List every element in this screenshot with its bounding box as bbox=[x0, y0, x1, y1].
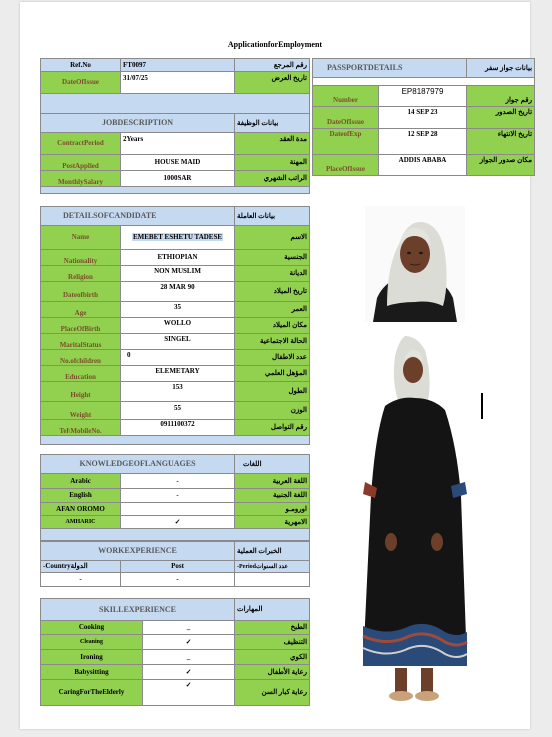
religion-label: Religion bbox=[41, 266, 121, 282]
table-row bbox=[41, 573, 310, 587]
afan-oromo-ar: اورومـو bbox=[235, 503, 310, 516]
children-ar: عدد الاطفال bbox=[235, 350, 310, 366]
cleaning-label: Cleaning bbox=[41, 635, 143, 650]
work-post-value: - bbox=[121, 573, 235, 587]
phone-value: 0911100372 bbox=[121, 420, 235, 436]
col-post: Post bbox=[121, 561, 235, 573]
elderly-care-label: CaringForTheElderly bbox=[41, 680, 143, 706]
candidate-table bbox=[40, 206, 310, 445]
ref-no-ar: رقم المرجع bbox=[235, 59, 310, 72]
table-row bbox=[41, 665, 310, 680]
portrait-illustration bbox=[365, 206, 465, 322]
table-row bbox=[41, 350, 310, 366]
religion-value: NON MUSLIM bbox=[121, 266, 235, 282]
passport-header-ar: بيانات جواز سفر bbox=[467, 59, 535, 78]
english-ar: اللغة الجنبية bbox=[235, 489, 310, 503]
ref-no-value: FT0097 bbox=[121, 59, 235, 72]
languages-header bbox=[41, 455, 235, 474]
table-row bbox=[41, 599, 310, 621]
table-row bbox=[41, 171, 310, 187]
table-row bbox=[313, 59, 535, 78]
dob-ar: تاريخ الميلاد bbox=[235, 282, 310, 302]
languages-header-ar: اللغات bbox=[235, 455, 310, 474]
table-row bbox=[41, 59, 310, 72]
date-of-issue-ar: تاريخ العرض bbox=[235, 72, 310, 94]
table-row bbox=[41, 382, 310, 402]
spacer-row bbox=[41, 436, 310, 445]
education-label: Education bbox=[41, 366, 121, 382]
form-title: ApplicationforEmployment bbox=[227, 40, 323, 49]
table-row bbox=[41, 366, 310, 382]
arabic-label: Arabic bbox=[41, 474, 121, 489]
name-value bbox=[121, 226, 235, 250]
height-label: Height bbox=[41, 382, 121, 402]
education-value: ELEMETARY bbox=[121, 366, 235, 382]
job-header-en: JOBDESCRIPTION bbox=[101, 118, 174, 127]
children-value: 0 bbox=[121, 350, 235, 366]
passport-issue-ar: تاريخ الصدور bbox=[467, 107, 535, 129]
arabic-value: - bbox=[121, 474, 235, 489]
ref-no-label: Ref.No bbox=[41, 59, 121, 72]
photo-edge-mark bbox=[481, 393, 483, 419]
candidate-header-ar: بيانات العاملة bbox=[235, 207, 310, 226]
work-country-value: - bbox=[41, 573, 121, 587]
skills-table bbox=[40, 598, 310, 706]
babysitting-value: ✓ bbox=[143, 665, 235, 680]
date-of-issue-label: DateOfIssue bbox=[41, 72, 121, 94]
height-value: 153 bbox=[121, 382, 235, 402]
afan-oromo-label: AFAN OROMO bbox=[41, 503, 121, 516]
weight-ar: الوزن bbox=[235, 402, 310, 420]
job-header-ar: بيانات الوظيفة bbox=[235, 114, 310, 133]
table-row bbox=[41, 226, 310, 250]
table-row bbox=[313, 155, 535, 176]
table-row bbox=[41, 266, 310, 282]
passport-header-en: PASSPORTDETAILS bbox=[327, 63, 403, 72]
elderly-care-value: ✓ bbox=[143, 680, 235, 706]
table-row bbox=[41, 561, 310, 573]
phone-label: Tel\MobileNo. bbox=[41, 420, 121, 436]
cooking-value: _ bbox=[143, 621, 235, 635]
passport-exp-ar: تاريخ الانتهاء bbox=[467, 129, 535, 155]
monthly-salary-label: MonthlySalary bbox=[41, 171, 121, 187]
candidate-header bbox=[41, 207, 235, 226]
babysitting-label: Babysitting bbox=[41, 665, 143, 680]
passport-place-label: PlaceOfIssue bbox=[313, 155, 379, 176]
table-row bbox=[41, 516, 310, 529]
passport-number-label: Number bbox=[313, 86, 379, 107]
cleaning-value: ✓ bbox=[143, 635, 235, 650]
name-label: Name bbox=[41, 226, 121, 250]
table-row bbox=[41, 587, 310, 599]
skills-header-ar: المهارات bbox=[235, 599, 310, 621]
languages-header-en: KNOWLEDGEOFLANGUAGES bbox=[79, 459, 196, 468]
contract-period-label: ContractPeriod bbox=[41, 133, 121, 155]
job-description-header bbox=[41, 114, 235, 133]
spacer-row bbox=[41, 529, 310, 541]
table-row bbox=[41, 402, 310, 420]
babysitting-ar: رعاية الأطفال bbox=[235, 665, 310, 680]
table-row bbox=[313, 78, 535, 86]
marital-status-value: SINGEL bbox=[121, 334, 235, 350]
spacer-row bbox=[41, 187, 310, 194]
nationality-ar: الجنسية bbox=[235, 250, 310, 266]
cooking-ar: الطبخ bbox=[235, 621, 310, 635]
passport-place-value: ADDIS ABABA bbox=[379, 155, 467, 176]
table-row bbox=[41, 635, 310, 650]
ironing-ar: الكوي bbox=[235, 650, 310, 665]
religion-ar: الديانة bbox=[235, 266, 310, 282]
passport-issue-label: DateOfIssue bbox=[313, 107, 379, 129]
english-label: English bbox=[41, 489, 121, 503]
table-row bbox=[41, 133, 310, 155]
name-ar: الاسم bbox=[235, 226, 310, 250]
passport-issue-value: 14 SEP 23 bbox=[379, 107, 467, 129]
cooking-label: Cooking bbox=[41, 621, 143, 635]
marital-status-ar: الحالة الاجتماعية bbox=[235, 334, 310, 350]
table-row bbox=[41, 503, 310, 516]
marital-status-label: MaritalStatus bbox=[41, 334, 121, 350]
age-ar: العمر bbox=[235, 302, 310, 318]
cleaning-ar: التنظيف bbox=[235, 635, 310, 650]
table-row bbox=[41, 155, 310, 171]
passport-number-value: EP8187979 bbox=[379, 86, 467, 107]
elderly-care-ar: رعاية كبار السن bbox=[235, 680, 310, 706]
table-row bbox=[41, 72, 310, 94]
spacer-row bbox=[41, 587, 310, 599]
post-applied-value: HOUSE MAID bbox=[121, 155, 235, 171]
place-of-birth-value: WOLLO bbox=[121, 318, 235, 334]
weight-label: Weight bbox=[41, 402, 121, 420]
weight-value: 55 bbox=[121, 402, 235, 420]
dob-value: 28 MAR 90 bbox=[121, 282, 235, 302]
table-row bbox=[41, 621, 310, 635]
passport-table bbox=[312, 58, 535, 176]
spacer-row bbox=[41, 94, 310, 114]
work-header bbox=[41, 542, 235, 561]
col-period: -Periodعدد السنوات bbox=[235, 561, 310, 573]
skills-header-en: SKILLEXPERIENCE bbox=[99, 604, 176, 614]
ironing-value: _ bbox=[143, 650, 235, 665]
table-row bbox=[41, 650, 310, 665]
table-row bbox=[313, 86, 535, 107]
col-country: -Countryالدولة bbox=[41, 561, 121, 573]
languages-table bbox=[40, 454, 310, 541]
table-row bbox=[41, 187, 310, 194]
work-experience-table bbox=[40, 541, 310, 599]
place-of-birth-label: PlaceOfBirth bbox=[41, 318, 121, 334]
ironing-label: Ironing bbox=[41, 650, 143, 665]
table-row bbox=[41, 529, 310, 541]
arabic-ar: اللغة العربية bbox=[235, 474, 310, 489]
spacer-row bbox=[313, 78, 535, 86]
contract-period-value: 2Years bbox=[121, 133, 235, 155]
monthly-salary-ar: الراتب الشهري bbox=[235, 171, 310, 187]
skills-header bbox=[41, 599, 235, 621]
education-ar: المؤهل العلمي bbox=[235, 366, 310, 382]
work-period-value bbox=[235, 573, 310, 587]
age-label: Age bbox=[41, 302, 121, 318]
english-value: - bbox=[121, 489, 235, 503]
passport-number-ar: رقم جواز bbox=[467, 86, 535, 107]
table-row bbox=[41, 302, 310, 318]
table-row bbox=[41, 94, 310, 114]
passport-exp-value: 12 SEP 28 bbox=[379, 129, 467, 155]
table-row bbox=[41, 455, 310, 474]
portrait-photo bbox=[365, 206, 465, 322]
table-row bbox=[41, 474, 310, 489]
passport-header bbox=[313, 59, 467, 78]
contract-period-ar: مدة العقد bbox=[235, 133, 310, 155]
work-header-ar: الخبرات العملية bbox=[235, 542, 310, 561]
table-row bbox=[41, 542, 310, 561]
place-of-birth-ar: مكان الميلاد bbox=[235, 318, 310, 334]
table-row bbox=[41, 207, 310, 226]
passport-exp-label: DateofExp bbox=[313, 129, 379, 155]
nationality-label: Nationality bbox=[41, 250, 121, 266]
amharic-label: AMHARIC bbox=[41, 516, 121, 529]
table-row bbox=[41, 114, 310, 133]
post-applied-ar: المهنة bbox=[235, 155, 310, 171]
dob-label: Dateofbirth bbox=[41, 282, 121, 302]
afan-oromo-value bbox=[121, 503, 235, 516]
full-body-illustration bbox=[345, 336, 483, 708]
full-body-photo bbox=[345, 336, 483, 708]
post-applied-label: PostApplied bbox=[41, 155, 121, 171]
table-row bbox=[41, 334, 310, 350]
table-row bbox=[41, 420, 310, 436]
table-row bbox=[41, 680, 310, 706]
amharic-value: ✓ bbox=[121, 516, 235, 529]
work-header-en: WORKEXPERIENCE bbox=[98, 546, 177, 555]
height-ar: الطول bbox=[235, 382, 310, 402]
table-row bbox=[41, 489, 310, 503]
table-row bbox=[313, 129, 535, 155]
candidate-header-en: DETAILSOFCANDIDATE bbox=[63, 211, 157, 220]
amharic-ar: الامهرية bbox=[235, 516, 310, 529]
nationality-value: ETHIOPIAN bbox=[121, 250, 235, 266]
children-label: No.ofchildren bbox=[41, 350, 121, 366]
monthly-salary-value: 1000SAR bbox=[121, 171, 235, 187]
ref-table bbox=[40, 58, 310, 194]
table-row bbox=[41, 250, 310, 266]
table-row bbox=[41, 318, 310, 334]
phone-ar: رقم التواصل bbox=[235, 420, 310, 436]
name-text: EMEBET ESHETU TADESE bbox=[132, 232, 223, 241]
age-value: 35 bbox=[121, 302, 235, 318]
table-row bbox=[41, 436, 310, 445]
table-row bbox=[313, 107, 535, 129]
table-row bbox=[41, 282, 310, 302]
passport-place-ar: مكان صدور الجواز bbox=[467, 155, 535, 176]
date-of-issue-value: 31/07/25 bbox=[121, 72, 235, 94]
